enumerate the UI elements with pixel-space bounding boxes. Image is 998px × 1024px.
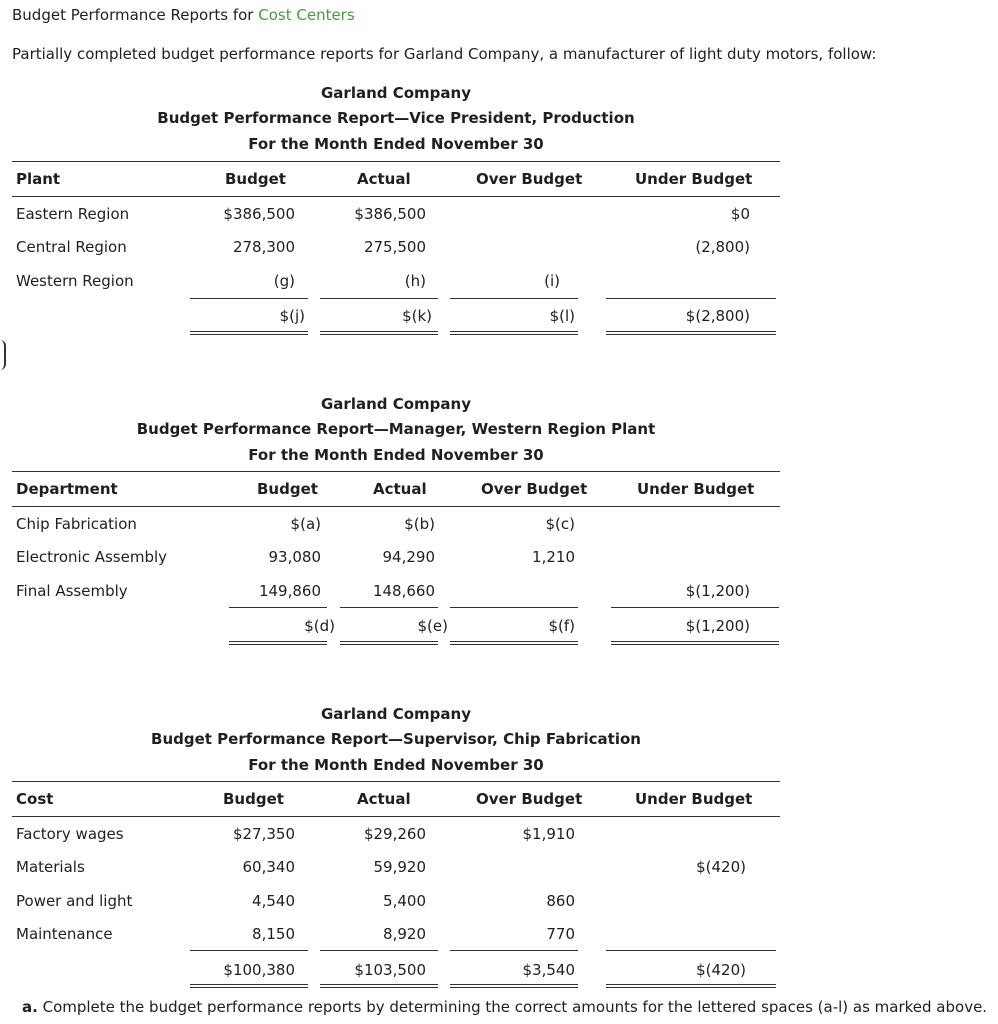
double-rule [450,334,578,335]
double-rule [450,984,578,985]
question-text: Complete the budget performance reports by determining the correct amounts for the lettered spaces (a-l) as marked above. [42,998,988,1016]
report3-total-over: $3,540 [522,961,575,979]
report2-row-actual: 148,660 [372,582,435,600]
report2-row-actual: $(b) [404,515,435,533]
double-rule [450,987,578,988]
report3-first-col: Cost [16,790,54,808]
report2-row-over: $(c) [545,515,575,533]
side-bracket-mark [0,340,6,370]
double-rule [450,641,578,642]
double-rule [190,331,308,332]
report2-title: Budget Performance Report—Manager, Western Region Plant [136,420,656,438]
report2-row-budget: 149,860 [258,582,321,600]
report1-title: Budget Performance Report—Vice President, Production [157,109,635,127]
report3-row-budget: 8,150 [252,925,295,943]
subtotal-rule [450,607,578,608]
report1-row-label: Eastern Region [16,205,130,223]
report1-row-under: (2,800) [695,238,750,256]
report2-total-actual: $(e) [417,617,448,635]
report2-budget-head: Budget [257,480,318,498]
report2-row-budget: $(a) [290,515,321,533]
double-rule [229,644,327,645]
subtotal-rule [606,950,776,951]
report3-row-over: $1,910 [522,825,575,843]
double-rule [606,984,776,985]
report1-total-budget: $(j) [279,307,305,325]
double-rule [340,641,438,642]
report2-actual-head: Actual [373,480,427,498]
report3-row-actual: 5,400 [383,892,426,910]
report2-row-label: Final Assembly [16,582,128,600]
intro-text: Partially completed budget performance reports for Garland Company, a manufacturer of light duty motors, follow: [12,45,877,63]
report2-row-over: 1,210 [532,548,575,566]
heading-prefix: Budget Performance Reports for [12,6,259,24]
double-rule [606,331,776,332]
report3-row-label: Materials [16,858,85,876]
report3-top-rule [12,781,780,782]
report1-row-label: Central Region [16,238,127,256]
subtotal-rule [611,607,779,608]
report3-actual-head: Actual [357,790,411,808]
double-rule [450,331,578,332]
report3-over-head: Over Budget [476,790,583,808]
report2-total-under: $(1,200) [685,617,750,635]
subtotal-rule [229,607,327,608]
report1-row-under: $0 [730,205,750,223]
page-heading [12,6,355,24]
double-rule [611,644,779,645]
report1-row-budget: 278,300 [232,238,295,256]
double-rule [611,641,779,642]
report2-first-col: Department [16,480,118,498]
question-prompt [22,998,987,1016]
report2-period: For the Month Ended November 30 [248,446,544,464]
double-rule [190,984,308,985]
report3-row-actual: $29,260 [363,825,426,843]
double-rule [450,644,578,645]
report1-header-rule [12,196,780,197]
report2-row-label: Chip Fabrication [16,515,137,533]
double-rule [606,334,776,335]
double-rule [320,331,438,332]
report3-row-budget: 4,540 [252,892,295,910]
report3-period: For the Month Ended November 30 [248,756,544,774]
report3-budget-head: Budget [223,790,284,808]
double-rule [340,644,438,645]
report2-over-head: Over Budget [481,480,588,498]
report1-under-head: Under Budget [635,170,753,188]
report1-over-head: Over Budget [476,170,583,188]
double-rule [190,334,308,335]
double-rule [320,987,438,988]
subtotal-rule [450,298,578,299]
report1-actual-head: Actual [357,170,411,188]
report2-top-rule [12,471,780,472]
subtotal-rule [320,950,438,951]
report3-total-under: $(420) [696,961,746,979]
report3-row-actual: 8,920 [383,925,426,943]
report2-header-rule [12,506,780,507]
subtotal-rule [450,950,578,951]
report1-top-rule [12,161,780,162]
double-rule [606,987,776,988]
report2-row-actual: 94,290 [382,548,435,566]
subtotal-rule [190,298,308,299]
report1-period: For the Month Ended November 30 [248,135,544,153]
report3-total-actual: $103,500 [354,961,426,979]
report3-row-label: Power and light [16,892,133,910]
report1-row-actual: $386,500 [354,205,426,223]
report3-row-over: 860 [546,892,575,910]
report2-total-budget: $(d) [304,617,335,635]
subtotal-rule [340,607,438,608]
report3-company: Garland Company [321,705,471,723]
double-rule [190,987,308,988]
report3-row-actual: 59,920 [373,858,426,876]
report2-company: Garland Company [321,395,471,413]
report1-row-label: Western Region [16,272,134,290]
report3-under-head: Under Budget [635,790,753,808]
report3-row-budget: 60,340 [242,858,295,876]
report1-company: Garland Company [321,84,471,102]
report3-row-budget: $27,350 [232,825,295,843]
report1-row-budget: (g) [273,272,295,290]
report1-row-actual: (h) [404,272,426,290]
report3-row-label: Factory wages [16,825,124,843]
report2-total-over: $(f) [548,617,575,635]
double-rule [320,984,438,985]
double-rule [320,334,438,335]
report3-row-over: 770 [546,925,575,943]
report1-total-under: $(2,800) [685,307,750,325]
report1-row-budget: $386,500 [223,205,295,223]
double-rule [229,641,327,642]
report1-budget-head: Budget [225,170,286,188]
report1-total-actual: $(k) [402,307,432,325]
report2-row-under: $(1,200) [685,582,750,600]
report3-row-label: Maintenance [16,925,113,943]
subtotal-rule [190,950,308,951]
report1-first-col: Plant [16,170,61,188]
subtotal-rule [320,298,438,299]
report2-row-budget: 93,080 [268,548,321,566]
report3-title: Budget Performance Report—Supervisor, Chip Fabrication [151,730,641,748]
report2-row-label: Electronic Assembly [16,548,168,566]
report2-under-head: Under Budget [637,480,755,498]
report3-row-under: $(420) [696,858,746,876]
cost-centers-link[interactable]: Cost Centers [258,6,355,24]
report3-total-budget: $100,380 [223,961,295,979]
subtotal-rule [606,298,776,299]
report1-row-over: (i) [544,272,560,290]
question-letter: a. [22,998,38,1016]
report3-header-rule [12,816,780,817]
report1-row-actual: 275,500 [363,238,426,256]
report1-total-over: $(l) [549,307,575,325]
